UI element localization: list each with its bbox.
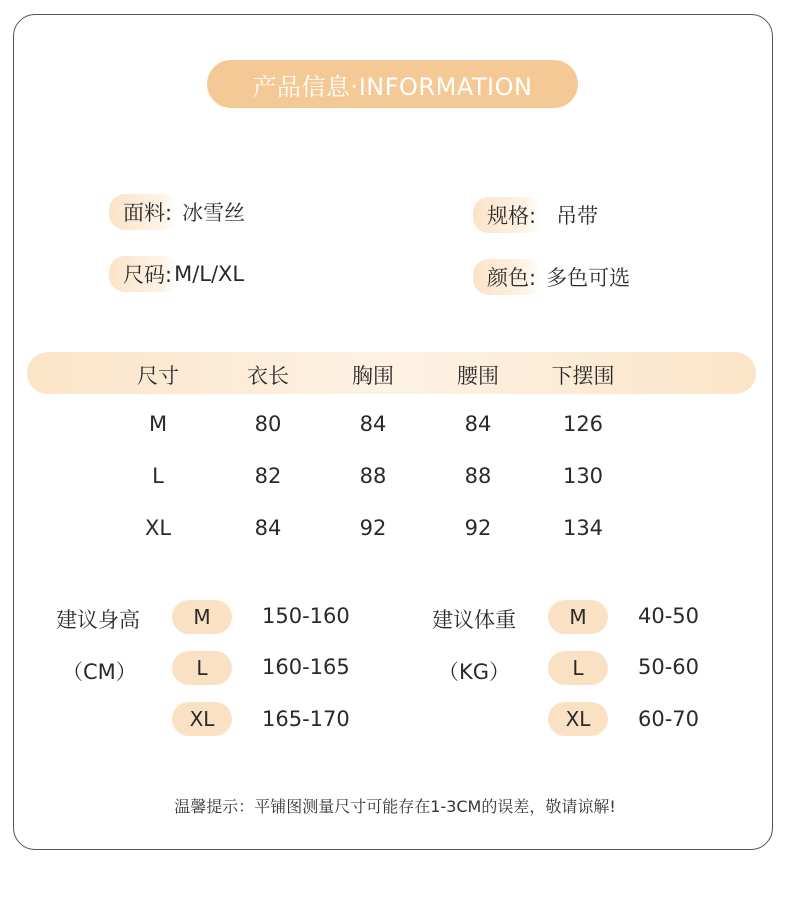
info-fabric [109,194,245,230]
table-cell: 134 [562,516,604,540]
table-cell: M [148,412,168,436]
table-header-size: 尺寸 [137,364,179,388]
height-size-pill: XL [172,702,232,736]
weight-size-pill: XL [548,702,608,736]
info-color [473,259,630,295]
size-label: 尺码: [109,256,178,292]
height-range: 160-165 [262,655,350,679]
info-size [109,256,244,292]
table-cell: 84 [254,516,282,540]
size-value: M/L/XL [174,262,245,286]
table-cell: 92 [359,516,387,540]
measurement-note: 温馨提示：平铺图测量尺寸可能存在1-3CM的误差，敬请谅解! [174,797,616,816]
height-size-pill: M [172,600,232,634]
table-header-length: 衣长 [247,364,289,388]
table-cell: 130 [562,464,604,488]
height-size-pill: L [172,651,232,685]
table-header-waist: 腰围 [457,364,499,388]
table-cell: 92 [464,516,492,540]
weight-size-pill: L [548,651,608,685]
table-cell: L [152,464,164,488]
table-cell: 82 [254,464,282,488]
fabric-label: 面料: [109,194,178,230]
table-cell: 126 [562,412,604,436]
weight-label: 建议体重 [432,608,516,632]
table-cell: 80 [254,412,282,436]
weight-size-pill: M [548,600,608,634]
height-range: 150-160 [262,604,350,628]
table-cell: XL [144,516,172,540]
table-header-hem: 下摆围 [551,364,615,388]
table-header-chest: 胸围 [352,364,394,388]
weight-range: 60-70 [638,707,700,731]
weight-unit: （KG） [438,660,511,684]
table-cell: 88 [464,464,492,488]
weight-range: 40-50 [638,604,700,628]
table-cell: 84 [464,412,492,436]
table-cell: 84 [359,412,387,436]
spec-label: 规格: [473,197,542,233]
table-cell: 88 [359,464,387,488]
height-unit: （CM） [62,660,137,684]
info-spec [473,197,598,233]
height-range: 165-170 [262,707,350,731]
color-value: 多色可选 [546,266,631,290]
title-banner: 产品信息·INFORMATION [207,60,578,108]
fabric-value: 冰雪丝 [182,201,246,225]
spec-value: 吊带 [556,204,599,228]
weight-range: 50-60 [638,655,700,679]
height-label: 建议身高 [56,608,140,632]
color-label: 颜色: [473,259,542,295]
